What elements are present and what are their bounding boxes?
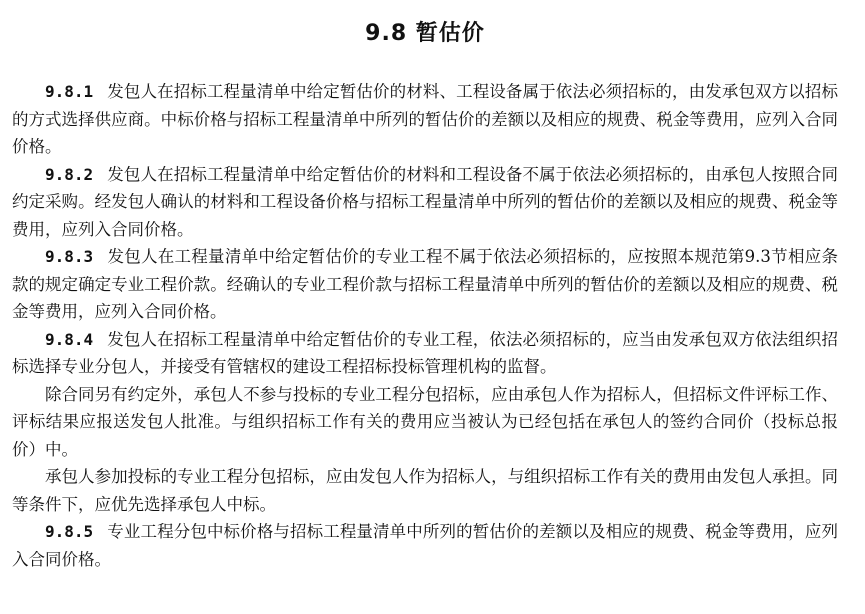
document-page — [12, 14, 838, 573]
clause-text: 发包人在招标工程量清单中给定暂估价的材料和工程设备不属于依法必须招标的，由承包人按照合同约定采购。经发包人确认的材料和工程设备价格与招标工程量清单中所列的暂估价的差额以及相应的规费、税金等费用，应列入合同价格。 — [12, 164, 838, 239]
paragraph-subcontract-tender-by-employer: 承包人参加投标的专业工程分包招标，应由发包人作为招标人，与组织招标工作有关的费用由发包人承担。同等条件下，应优先选择承包人中标。 — [12, 467, 838, 514]
clause-text: 专业工程分包中标价格与招标工程量清单中所列的暂估价的差额以及相应的规费、税金等费用，应列入合同价格。 — [12, 522, 838, 569]
clause-number: 9.8.2 — [45, 164, 94, 184]
paragraph-subcontract-tender-by-contractor: 除合同另有约定外，承包人不参与投标的专业工程分包招标，应由承包人作为招标人，但招标文件评标工作、评标结果应报送发包人批准。与组织招标工作有关的费用应当被认为已经包括在承包人的签约合同价（投标总报价）中。 — [12, 384, 838, 459]
clause-number: 9.8.1 — [45, 82, 94, 101]
clause-9-8-4 — [12, 326, 838, 381]
clause-9-8-5 — [12, 518, 838, 573]
clause-text: 发包人在招标工程量清单中给定暂估价的专业工程，依法必须招标的，应当由发承包双方依法组织招标选择专业分包人，并接受有管辖权的建设工程招标投标管理机构的监督。 — [12, 329, 838, 376]
clause-9-8-3 — [12, 243, 838, 326]
clause-9-8-2 — [12, 161, 838, 244]
clause-number: 9.8.3 — [45, 247, 94, 266]
clause-text: 发包人在招标工程量清单中给定暂估价的材料、工程设备属于依法必须招标的，由发承包双方以招标的方式选择供应商。中标价格与招标工程量清单中所列的暂估价的差额以及相应的规费、税金等费用，应列入合同价格。 — [12, 82, 838, 156]
clause-text: 发包人在工程量清单中给定暂估价的专业工程不属于依法必须招标的，应按照本规范第9.3节相应条款的规定确定专业工程价款。经确认的专业工程价款与招标工程量清单中所列的暂估价的差额以及相应的规费、税金等费用，应列入合同价格。 — [12, 247, 838, 321]
clause-number: 9.8.5 — [45, 522, 94, 541]
section-title: 9.8 暂估价 — [365, 21, 485, 46]
clause-number: 9.8.4 — [45, 329, 94, 349]
clause-9-8-1 — [12, 78, 838, 161]
